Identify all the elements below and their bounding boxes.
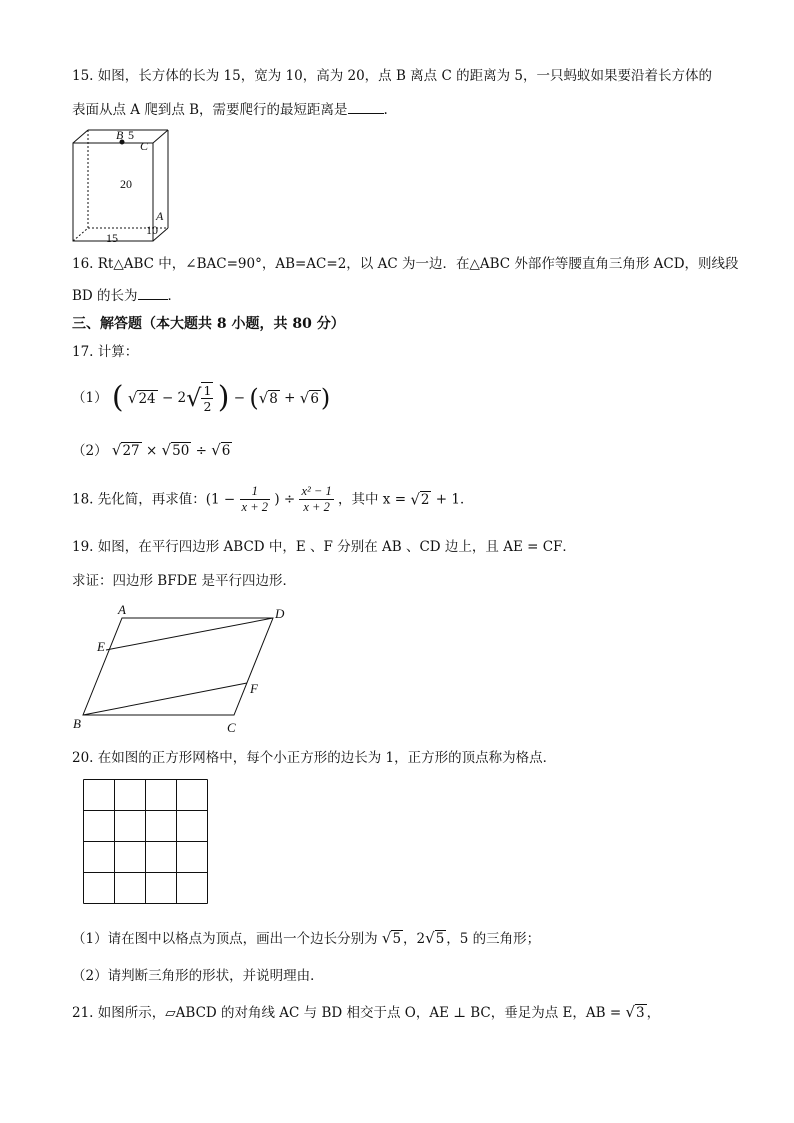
label-c: C xyxy=(227,720,236,735)
q15-line-1: 15. 如图，长方体的长为 15，宽为 10，高为 20，点 B 离点 C 的距离为 5，一只蚂蚁如果要沿着长方体的 xyxy=(72,68,712,84)
sqrt-5b: 5 xyxy=(435,931,445,947)
label-d: D xyxy=(275,606,285,621)
q18-end: + 1． xyxy=(435,491,474,508)
frac-num: 1 xyxy=(240,484,270,500)
sqrt-8: 8 xyxy=(269,390,278,407)
q19-line-1: 19. 如图，在平行四边形 ABCD 中，E 、F 分别在 AB 、CD 边上，且 AE = CF． xyxy=(72,539,576,555)
q15-period: . xyxy=(383,102,388,118)
frac-num: 1 xyxy=(203,383,212,398)
label-b: B xyxy=(73,716,81,731)
section-3-heading: 三、解答题（本大题共 8 小题，共 80 分） xyxy=(72,316,345,332)
radical-sign: √ xyxy=(127,389,138,407)
sqrt-3: 3 xyxy=(636,1005,645,1021)
label-c: C xyxy=(140,139,149,153)
radical-sign: √ xyxy=(410,490,420,509)
segment-ed xyxy=(106,618,273,650)
radical-sign: √ xyxy=(425,929,435,947)
label-5: 5 xyxy=(128,128,134,142)
frac-num: x² − 1 xyxy=(301,484,332,498)
sqrt-6: 6 xyxy=(310,390,319,407)
sqrt-6b: 6 xyxy=(221,443,231,459)
minus-2: − 2 xyxy=(161,390,187,406)
q16-line-2-text: BD 的长为 xyxy=(72,288,138,304)
q15-line-2-text: 表面从点 A 爬到点 B，需要爬行的最短距离是 xyxy=(72,102,348,118)
frac-den: 2 xyxy=(203,399,212,414)
q20-p1-end: ，5 的三角形； xyxy=(446,931,541,947)
sqrt-2: 2 xyxy=(420,492,430,508)
sqrt-50: 50 xyxy=(172,443,190,459)
q20-comma: ，2 xyxy=(403,931,426,947)
answer-blank-16 xyxy=(138,285,168,300)
right-paren-2: ) xyxy=(320,384,331,412)
q18-divide: ) ÷ xyxy=(274,491,296,508)
q20-part-1 xyxy=(72,928,540,949)
q20-p1-text: （1）请在图中以格点为顶点，画出一个边长分别为 xyxy=(72,931,378,947)
answer-blank-15 xyxy=(348,99,384,114)
left-paren-2: ( xyxy=(249,384,259,412)
q17-part-1 xyxy=(72,382,330,416)
radical-sign: √ xyxy=(381,929,392,947)
sqrt-24: 24 xyxy=(138,390,156,407)
radical-sign: √ xyxy=(111,441,122,459)
radical-sign: √ xyxy=(211,441,221,459)
q18-prefix: 18. 先化简，再求值：(1 − xyxy=(72,491,236,508)
plus: + xyxy=(284,390,296,406)
q18-line xyxy=(72,484,473,520)
q16-line-1: 16. Rt△ABC 中，∠BAC=90°，AB=AC=2，以 AC 为一边．在△ABC 外部作等腰直角三角形 ACD，则线段 xyxy=(72,256,739,272)
q19-line-2: 求证：四边形 BFDE 是平行四边形． xyxy=(72,573,297,589)
times: × xyxy=(145,443,158,459)
frac-den: x + 2 xyxy=(303,500,330,514)
q16-period: ． xyxy=(167,288,182,304)
label-10: 10 xyxy=(146,223,158,237)
minus: − xyxy=(233,390,246,406)
q21-line xyxy=(72,1002,660,1023)
q20-line-1: 20. 在如图的正方形网格中，每个小正方形的边长为 1，正方形的顶点称为格点． xyxy=(72,750,557,766)
q17-part-2 xyxy=(72,440,232,461)
label-a: A xyxy=(156,209,164,223)
q18-tail: ，其中 x = xyxy=(338,491,411,508)
sqrt-5: 5 xyxy=(392,931,402,947)
q17-p1-label: （1） xyxy=(72,390,108,406)
left-paren: ( xyxy=(111,380,124,415)
frac-1-2 xyxy=(201,382,213,414)
radical-sign: √ xyxy=(625,1003,636,1021)
parallelogram-abcd xyxy=(83,618,273,715)
right-paren: ) xyxy=(217,380,230,415)
frac-1-over-x-plus-2 xyxy=(240,484,270,515)
cuboid-figure xyxy=(70,128,190,248)
parallelogram-figure xyxy=(70,602,300,735)
label-20: 20 xyxy=(120,177,132,191)
frac-x2-minus-1 xyxy=(299,484,333,515)
q15-line-2 xyxy=(72,99,388,120)
q21-text: 21. 如图所示，▱ABCD 的对角线 AC 与 BD 相交于点 O，AE ⊥ BC，垂足为点 E，AB = xyxy=(72,1005,626,1021)
square-grid xyxy=(83,779,213,905)
cuboid-front-face xyxy=(73,143,153,241)
radical-sign: √ xyxy=(161,441,172,459)
sqrt-27: 27 xyxy=(122,443,140,459)
label-a: A xyxy=(118,602,126,617)
q16-line-2 xyxy=(72,285,181,306)
q17-stem: 17. 计算： xyxy=(72,344,139,360)
label-15: 15 xyxy=(106,231,118,245)
q21-end: ， xyxy=(646,1005,661,1021)
divide: ÷ xyxy=(195,443,207,459)
radical-sign: √ xyxy=(258,389,269,407)
label-f: F xyxy=(250,681,258,696)
frac-den: x + 2 xyxy=(241,500,269,514)
label-b: B xyxy=(116,128,124,142)
segment-bf xyxy=(83,683,247,715)
radical-sign: √ xyxy=(186,384,202,412)
q20-part-2: （2）请判断三角形的形状，并说明理由． xyxy=(72,968,324,984)
radical-sign: √ xyxy=(299,389,310,407)
label-e: E xyxy=(97,639,105,654)
q17-p2-label: （2） xyxy=(72,443,108,459)
